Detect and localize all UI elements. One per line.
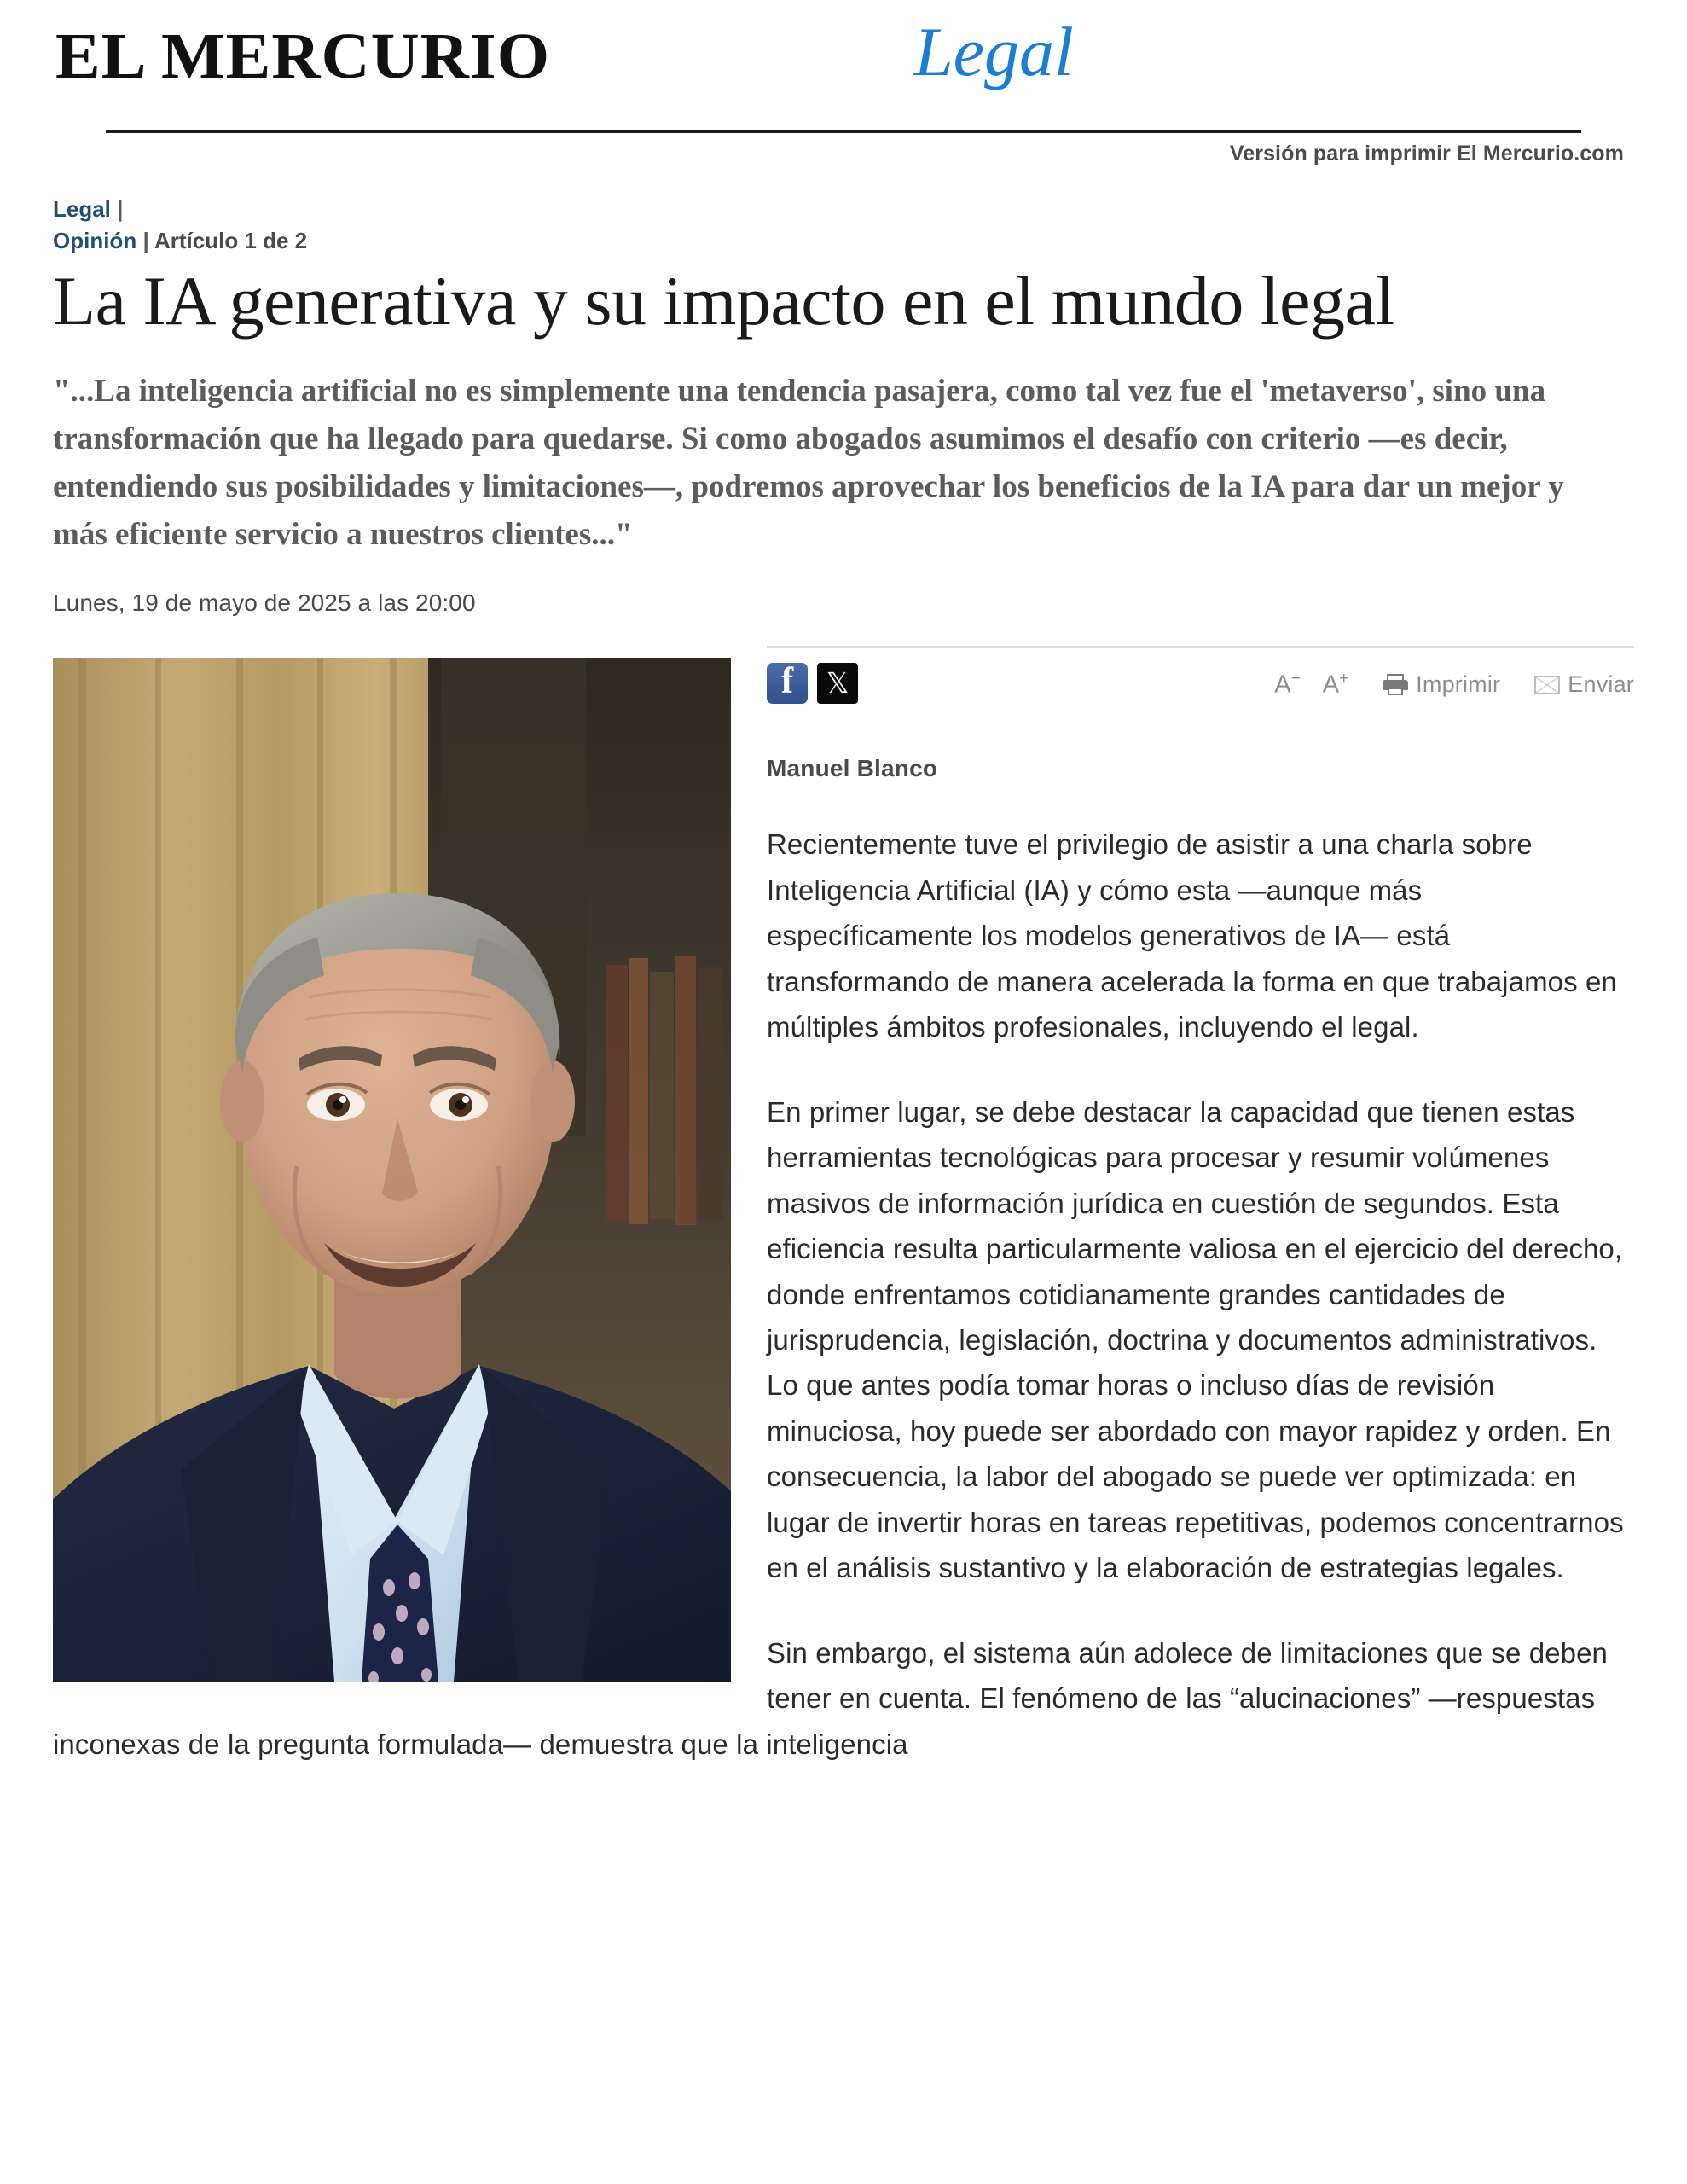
print-label: Imprimir <box>1416 671 1501 698</box>
breadcrumb <box>53 194 1634 257</box>
breadcrumb-item-legal[interactable]: Legal <box>53 196 111 222</box>
send-button[interactable] <box>1534 671 1634 698</box>
breadcrumb-item-opinion[interactable]: Opinión <box>53 227 137 253</box>
breadcrumb-article-counter: Artículo 1 de 2 <box>154 227 308 253</box>
article-paragraph: Recientemente tuve el privilegio de asistir a una charla sobre Inteligencia Artificial (IA) y cómo esta —aunque más específicamente los modelos generativos de IA— está transformando de manera acelerada la forma en que trabajamos en múltiples ámbitos profesionales, incluyendo el legal. <box>767 828 1617 1043</box>
el-mercurio-wordmark: EL MERCURIO <box>55 20 551 92</box>
article-paragraph: En primer lugar, se debe destacar la capacidad que tienen estas herramientas tecnológicas para procesar y resumir volúmenes masivos de información jurídica en cuestión de segundos. Esta eficiencia resulta particularmente valiosa en el ejercicio del derecho, donde enfrentamos cotidianamente grandes cantidades de jurisprudencia, legislación, doctrina y documentos administrativos. Lo que antes podía tomar horas o incluso días de revisión minuciosa, hoy puede ser abordado con mayor rapidez y orden. En consecuencia, la labor del abogado se puede ver optimizada: en lugar de invertir horas en tareas repetitivas, podemos concentrarnos en el análisis sustantivo y la elaboración de estrategias legales. <box>767 1095 1624 1584</box>
font-decrease-button[interactable] <box>1274 670 1300 700</box>
facebook-icon[interactable] <box>767 663 808 704</box>
article-paragraph: Sin embargo, el sistema aún adolece de limitaciones que se deben tener en cuenta. El fenómeno de las “alucinaciones” —respuestas inconexas de la pregunta formulada— demuestra que la inteligencia <box>53 1636 1609 1760</box>
font-increase-sup: + <box>1339 670 1349 688</box>
article-dateline: Lunes, 19 de mayo de 2025 a las 20:00 <box>53 590 476 617</box>
masthead <box>53 0 1634 126</box>
print-version-note: Versión para imprimir El Mercurio.com <box>1229 142 1624 166</box>
breadcrumb-line-2 <box>53 225 1634 257</box>
masthead-divider <box>106 130 1581 133</box>
author-byline: Manuel Blanco <box>767 755 938 782</box>
font-decrease-sup: − <box>1290 670 1301 688</box>
legal-section-logo: Legal <box>914 13 1074 90</box>
printer-icon <box>1383 674 1408 696</box>
font-decrease-label: A <box>1274 671 1291 700</box>
envelope-icon <box>1534 674 1560 696</box>
article-figure <box>53 658 731 1682</box>
article-headline: La IA generativa y su impacto en el mundo legal <box>53 261 1394 340</box>
font-increase-label: A <box>1322 671 1340 700</box>
article-body-region <box>53 646 1634 1767</box>
share-buttons <box>767 663 858 704</box>
x-twitter-icon[interactable] <box>817 663 858 704</box>
print-button[interactable] <box>1383 671 1500 698</box>
breadcrumb-line-1 <box>53 194 1634 225</box>
article-tools <box>1252 663 1634 700</box>
share-toolbar <box>767 646 1634 719</box>
send-label: Enviar <box>1568 671 1634 698</box>
font-increase-button[interactable] <box>1323 670 1348 700</box>
author-portrait-photo <box>53 658 731 1682</box>
breadcrumb-separator-1: | <box>117 196 124 222</box>
article-lead-quote: "...La inteligencia artificial no es simplemente una tendencia pasajera, como tal vez fue el 'metaverso', sino una transformación que ha llegado para quedarse. Si como abogados asumimos el desafío con criterio —es decir, entendiendo sus posibilidades y limitaciones—, podremos aprovechar los beneficios de la IA para dar un mejor y más eficiente servicio a nuestros clientes..." <box>53 373 1564 553</box>
breadcrumb-separator-2: | <box>142 227 149 253</box>
